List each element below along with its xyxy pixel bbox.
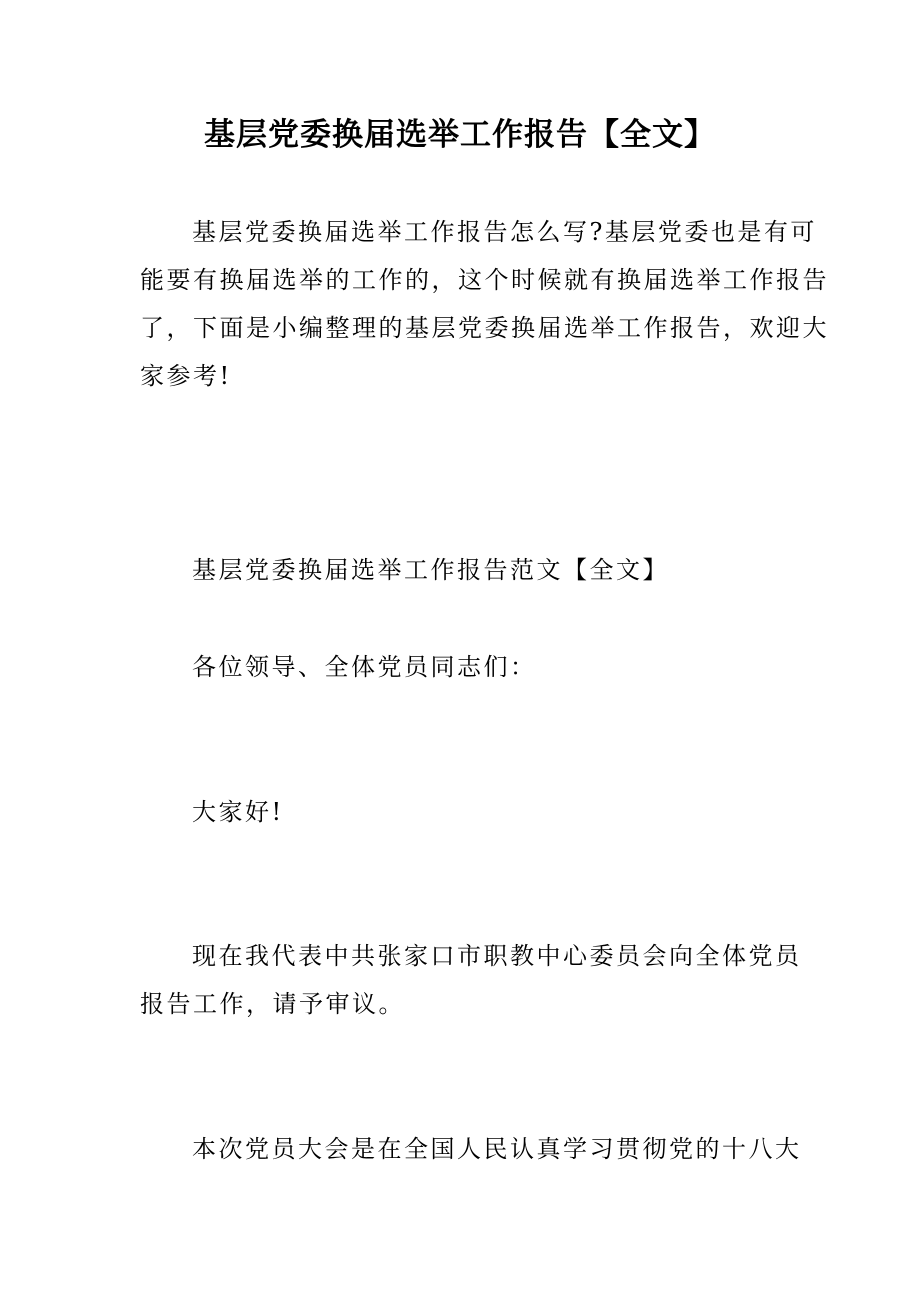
body-paragraph [140,932,802,1028]
intro-paragraph [140,208,829,400]
intro-line: 基层党委换届选举工作报告怎么写?基层党委也是有可 [192,218,817,246]
greeting: 大家好! [192,798,284,826]
body-line: 本次党员大会是在全国人民认真学习贯彻党的十八大 [192,1135,802,1163]
intro-line: 能要有换届选举的工作的，这个时候就有换届选举工作报告 [140,266,829,294]
body-line: 报告工作，请予审议。 [140,990,405,1018]
intro-line: 了，下面是小编整理的基层党委换届选举工作报告，欢迎大 [140,314,829,342]
document-title: 基层党委换届选举工作报告【全文】 [204,117,716,153]
body-line: 现在我代表中共张家口市职教中心委员会向全体党员 [192,942,802,970]
intro-line: 家参考! [140,362,232,390]
section-heading: 基层党委换届选举工作报告范文【全文】 [192,556,669,584]
body-paragraph [140,1125,802,1173]
salutation: 各位领导、全体党员同志们： [192,653,537,681]
